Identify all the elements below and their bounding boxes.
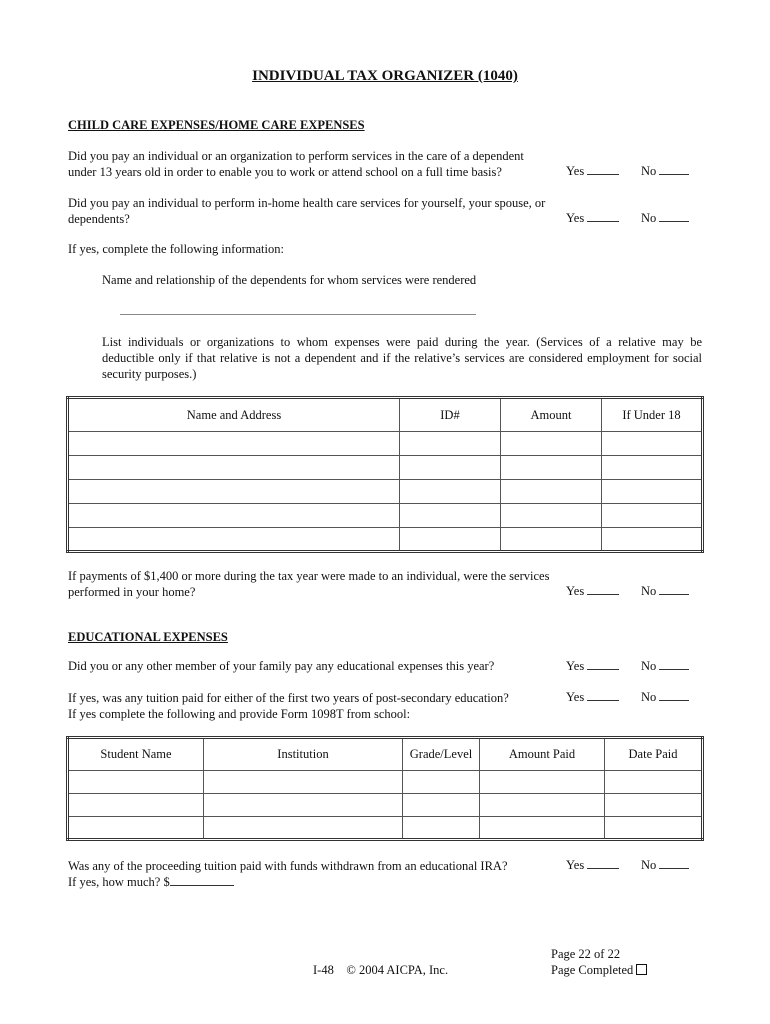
table-cell[interactable] [605,794,703,817]
page-completed-label: Page Completed [551,963,634,977]
checkbox-icon[interactable] [636,964,647,975]
instruction-text: deductible only if that relative is not a dependent and if the relative’s services are considered employment for social [102,351,702,365]
table-cell[interactable] [480,794,605,817]
table-cell[interactable] [68,771,204,794]
table-cell[interactable] [605,771,703,794]
question-text: If yes, how much? $ [68,875,170,889]
column-header: Amount [501,398,602,432]
table-cell[interactable] [602,456,703,480]
section-heading-child-care: CHILD CARE EXPENSES/HOME CARE EXPENSES [68,118,365,132]
yes-label: Yes [566,690,585,704]
table-cell[interactable] [204,817,403,840]
table-cell[interactable] [68,794,204,817]
table-row [68,528,703,552]
yes-field[interactable] [566,858,619,873]
yes-field[interactable] [566,164,619,179]
no-label: No [641,211,657,225]
if-yes-instruction: If yes, complete the following information: [68,242,284,256]
table-row [68,794,703,817]
list-instruction [102,334,702,382]
yes-label: Yes [566,164,585,178]
education-question-1: Did you or any other member of your family pay any educational expenses this year? [68,659,495,673]
yes-label: Yes [566,659,585,673]
table-row [68,480,703,504]
column-header: Institution [204,738,403,771]
column-header: Amount Paid [480,738,605,771]
table-cell[interactable] [602,528,703,552]
table-cell[interactable] [400,456,501,480]
question-text: under 13 years old in order to enable you to work or attend school on a full time basis? [68,165,502,179]
table-row [68,432,703,456]
question-text: If payments of $1,400 or more during the tax year were made to an individual, were the services [68,569,550,583]
table-header-row [68,398,703,432]
no-field[interactable] [641,584,689,599]
table-cell[interactable] [501,504,602,528]
no-label: No [641,584,657,598]
name-relationship-label: Name and relationship of the dependents for whom services were rendered [102,273,477,287]
yes-label: Yes [566,858,585,872]
no-label: No [641,659,657,673]
no-label: No [641,858,657,872]
table-cell[interactable] [605,817,703,840]
child-care-question-3 [68,568,549,600]
no-field[interactable] [641,858,689,873]
no-label: No [641,164,657,178]
table-row [68,771,703,794]
column-header: If Under 18 [602,398,703,432]
page-number: Page 22 of 22 [551,947,621,961]
table-cell[interactable] [501,456,602,480]
table-header-row [68,738,703,771]
ira-amount-field[interactable] [68,874,508,890]
instruction-text: security purposes.) [102,367,197,381]
yes-field[interactable] [566,659,619,674]
table-cell[interactable] [501,528,602,552]
care-providers-table [66,396,704,553]
question-text: Did you pay an individual or an organization to perform services in the care of a dependent [68,149,524,163]
table-cell[interactable] [68,480,400,504]
table-cell[interactable] [68,528,400,552]
yes-label: Yes [566,584,585,598]
education-question-3 [68,858,508,890]
table-cell[interactable] [68,504,400,528]
table-cell[interactable] [400,432,501,456]
table-cell[interactable] [602,504,703,528]
column-header: Grade/Level [403,738,480,771]
table-row [68,817,703,840]
table-cell[interactable] [204,794,403,817]
table-row [68,456,703,480]
section-heading-education: EDUCATIONAL EXPENSES [68,630,228,644]
table-cell[interactable] [403,817,480,840]
child-care-question-2 [68,195,545,227]
table-cell[interactable] [400,528,501,552]
table-cell[interactable] [480,771,605,794]
child-care-question-1 [68,148,524,180]
instruction-text: List individuals or organizations to whom expenses were paid during the year. (Services of a relative may be [102,335,702,349]
table-cell[interactable] [501,432,602,456]
no-field[interactable] [641,659,689,674]
no-field[interactable] [641,164,689,179]
table-cell[interactable] [403,794,480,817]
no-label: No [641,690,657,704]
question-text: performed in your home? [68,585,196,599]
table-cell[interactable] [68,817,204,840]
name-relationship-line[interactable] [120,314,476,315]
yes-field[interactable] [566,211,619,226]
footer-copyright: I-48 © 2004 AICPA, Inc. [313,963,449,977]
table-cell[interactable] [403,771,480,794]
no-field[interactable] [641,211,689,226]
column-header: ID# [400,398,501,432]
no-field[interactable] [641,690,689,705]
table-row [68,504,703,528]
table-cell[interactable] [68,456,400,480]
column-header: Date Paid [605,738,703,771]
page-title: INDIVIDUAL TAX ORGANIZER (1040) [252,68,518,84]
table-cell[interactable] [204,771,403,794]
table-cell[interactable] [602,480,703,504]
column-header: Name and Address [68,398,400,432]
table-cell[interactable] [501,480,602,504]
yes-label: Yes [566,211,585,225]
education-question-2 [68,690,509,722]
question-text: If yes, was any tuition paid for either of the first two years of post-secondary education? [68,691,509,705]
question-text: If yes complete the following and provide Form 1098T from school: [68,707,411,721]
page-completed[interactable] [551,963,647,978]
yes-field[interactable] [566,690,619,705]
table-cell[interactable] [400,480,501,504]
tuition-table [66,736,704,841]
question-text: dependents? [68,212,130,226]
table-cell[interactable] [602,432,703,456]
table-cell[interactable] [68,432,400,456]
table-cell[interactable] [400,504,501,528]
question-text: Did you pay an individual to perform in-home health care services for yourself, your spouse, or [68,196,546,210]
yes-field[interactable] [566,584,619,599]
table-cell[interactable] [480,817,605,840]
question-text: Was any of the proceeding tuition paid with funds withdrawn from an educational IRA? [68,859,508,873]
column-header: Student Name [68,738,204,771]
